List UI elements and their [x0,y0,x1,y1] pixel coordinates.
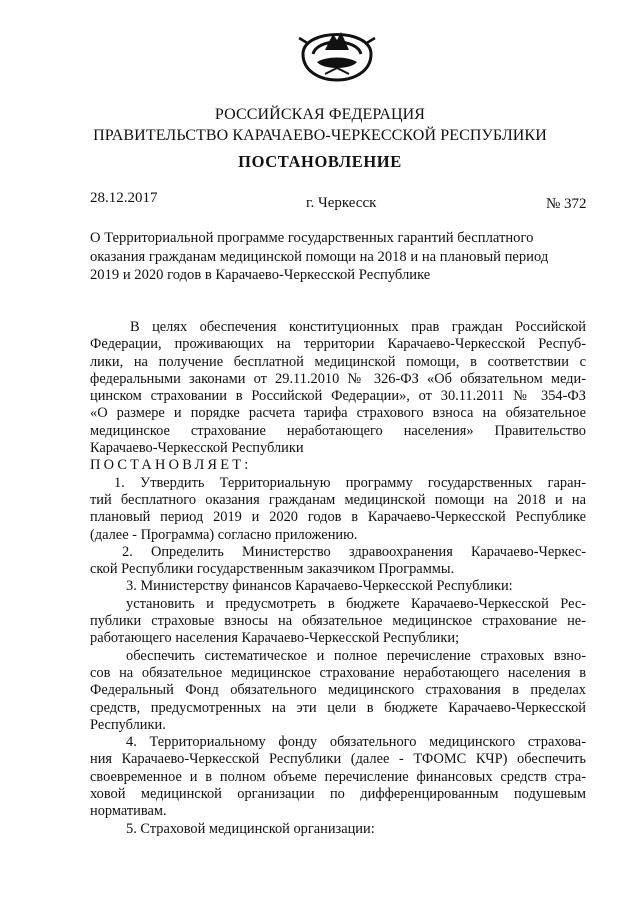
preamble [90,319,586,838]
resolves-heading: ПОСТАНОВЛЯЕТ: [90,457,252,474]
item-4-line: ния Карачаево-Черкесской Республики (далее - ТФОМС КЧР) обеспечить [90,751,586,768]
item-1-line: (далее - Программа) согласно приложению. [90,526,358,543]
subject-line: оказания гражданам медицинской помощи на 2018 и на плановый период [90,248,549,265]
item-1-line: тий бесплатного оказания гражданам медицинской помощи на 2018 и на [90,491,586,508]
item-4-line: 4. Территориальному фонду обязательного медицинского страхова- [126,734,586,751]
preamble-line: Федерации, проживающих на территории Карачаево-Черкесской Респуб- [90,336,586,353]
item-3b-line: сов на обязательное медицинское страхование неработающего населения в [90,664,586,681]
document-number: № 372 [546,196,587,212]
item-1-line: 1. Утвердить Территориальную программу государственных гаран- [114,474,586,491]
subject-line: 2019 и 2020 годов в Карачаево-Черкесской Республике [90,267,431,283]
item-2-line: 2. Определить Министерство здравоохранения Карачаево-Черкес- [122,543,586,560]
item-3b-line: Республики. [90,716,166,733]
item-3a-line: работающего населения Карачаево-Черкесской Республики; [90,630,460,647]
header-government: ПРАВИТЕЛЬСТВО КАРАЧАЕВО-ЧЕРКЕССКОЙ РЕСПУБЛИКИ [93,127,547,144]
coat-of-arms-emblem [295,14,379,84]
preamble-line: федеральными законами от 29.11.2010 № 326-ФЗ «Об обязательном меди- [90,370,586,387]
item-3b-line: средств, предусмотренных на эти цели в бюджете Карачаево-Черкесской [90,699,586,716]
government-header [0,104,640,146]
item-1-line: плановый период 2019 и 2020 годов в Карачаево-Черкесской Республике [90,509,586,526]
header-country: РОССИЙСКАЯ ФЕДЕРАЦИЯ [214,106,426,123]
document-subject [90,229,586,285]
item-3b-line: Федеральный Фонд обязательного медицинского страхования в пределах [90,682,586,699]
item-4-line: нормативам. [90,803,167,820]
item-4-line: своевременное и в полном объеме перечисление финансовых средств стра- [90,768,586,785]
item-2-line: ской Республики государственным заказчиком Программы. [90,561,455,578]
preamble-line: медицинское страхование неработающего населения» Правительство [90,422,586,439]
item-3a-line: установить и предусмотреть в бюджете Карачаево-Черкесской Рес- [126,595,586,612]
preamble-line: В целях обеспечения конституционных прав граждан Российской [130,319,586,335]
preamble-line: цинском страховании в Российской Федерации», от 30.11.2011 № 354-ФЗ [90,388,586,405]
item-3b-line: обеспечить систематическое и полное перечисление страховых взно- [126,647,586,664]
item-5-line: 5. Страховой медицинской организации: [126,820,375,837]
preamble-line: «О размере и порядке расчета тарифа страхового взноса на обязательное [90,405,586,422]
document-city: г. Черкесск [306,195,377,211]
preamble-line: Карачаево-Черкесской Республики [90,440,304,457]
item-4-line: ховой медицинской организации по дифференцированным подушевым [90,786,586,803]
item-3a-line: публики страховые взносы на обязательное медицинское страхование не- [90,613,586,630]
preamble-line: лики, на получение бесплатной медицинской помощи, в соответствии с [90,353,586,370]
document-date: 28.12.2017 [90,190,158,206]
item-3-line: 3. Министерству финансов Карачаево-Черкесской Республики: [126,578,513,595]
subject-line: О Территориальной программе государственных гарантий бесплатного [90,230,534,246]
document-type: ПОСТАНОВЛЕНИЕ [238,152,402,171]
